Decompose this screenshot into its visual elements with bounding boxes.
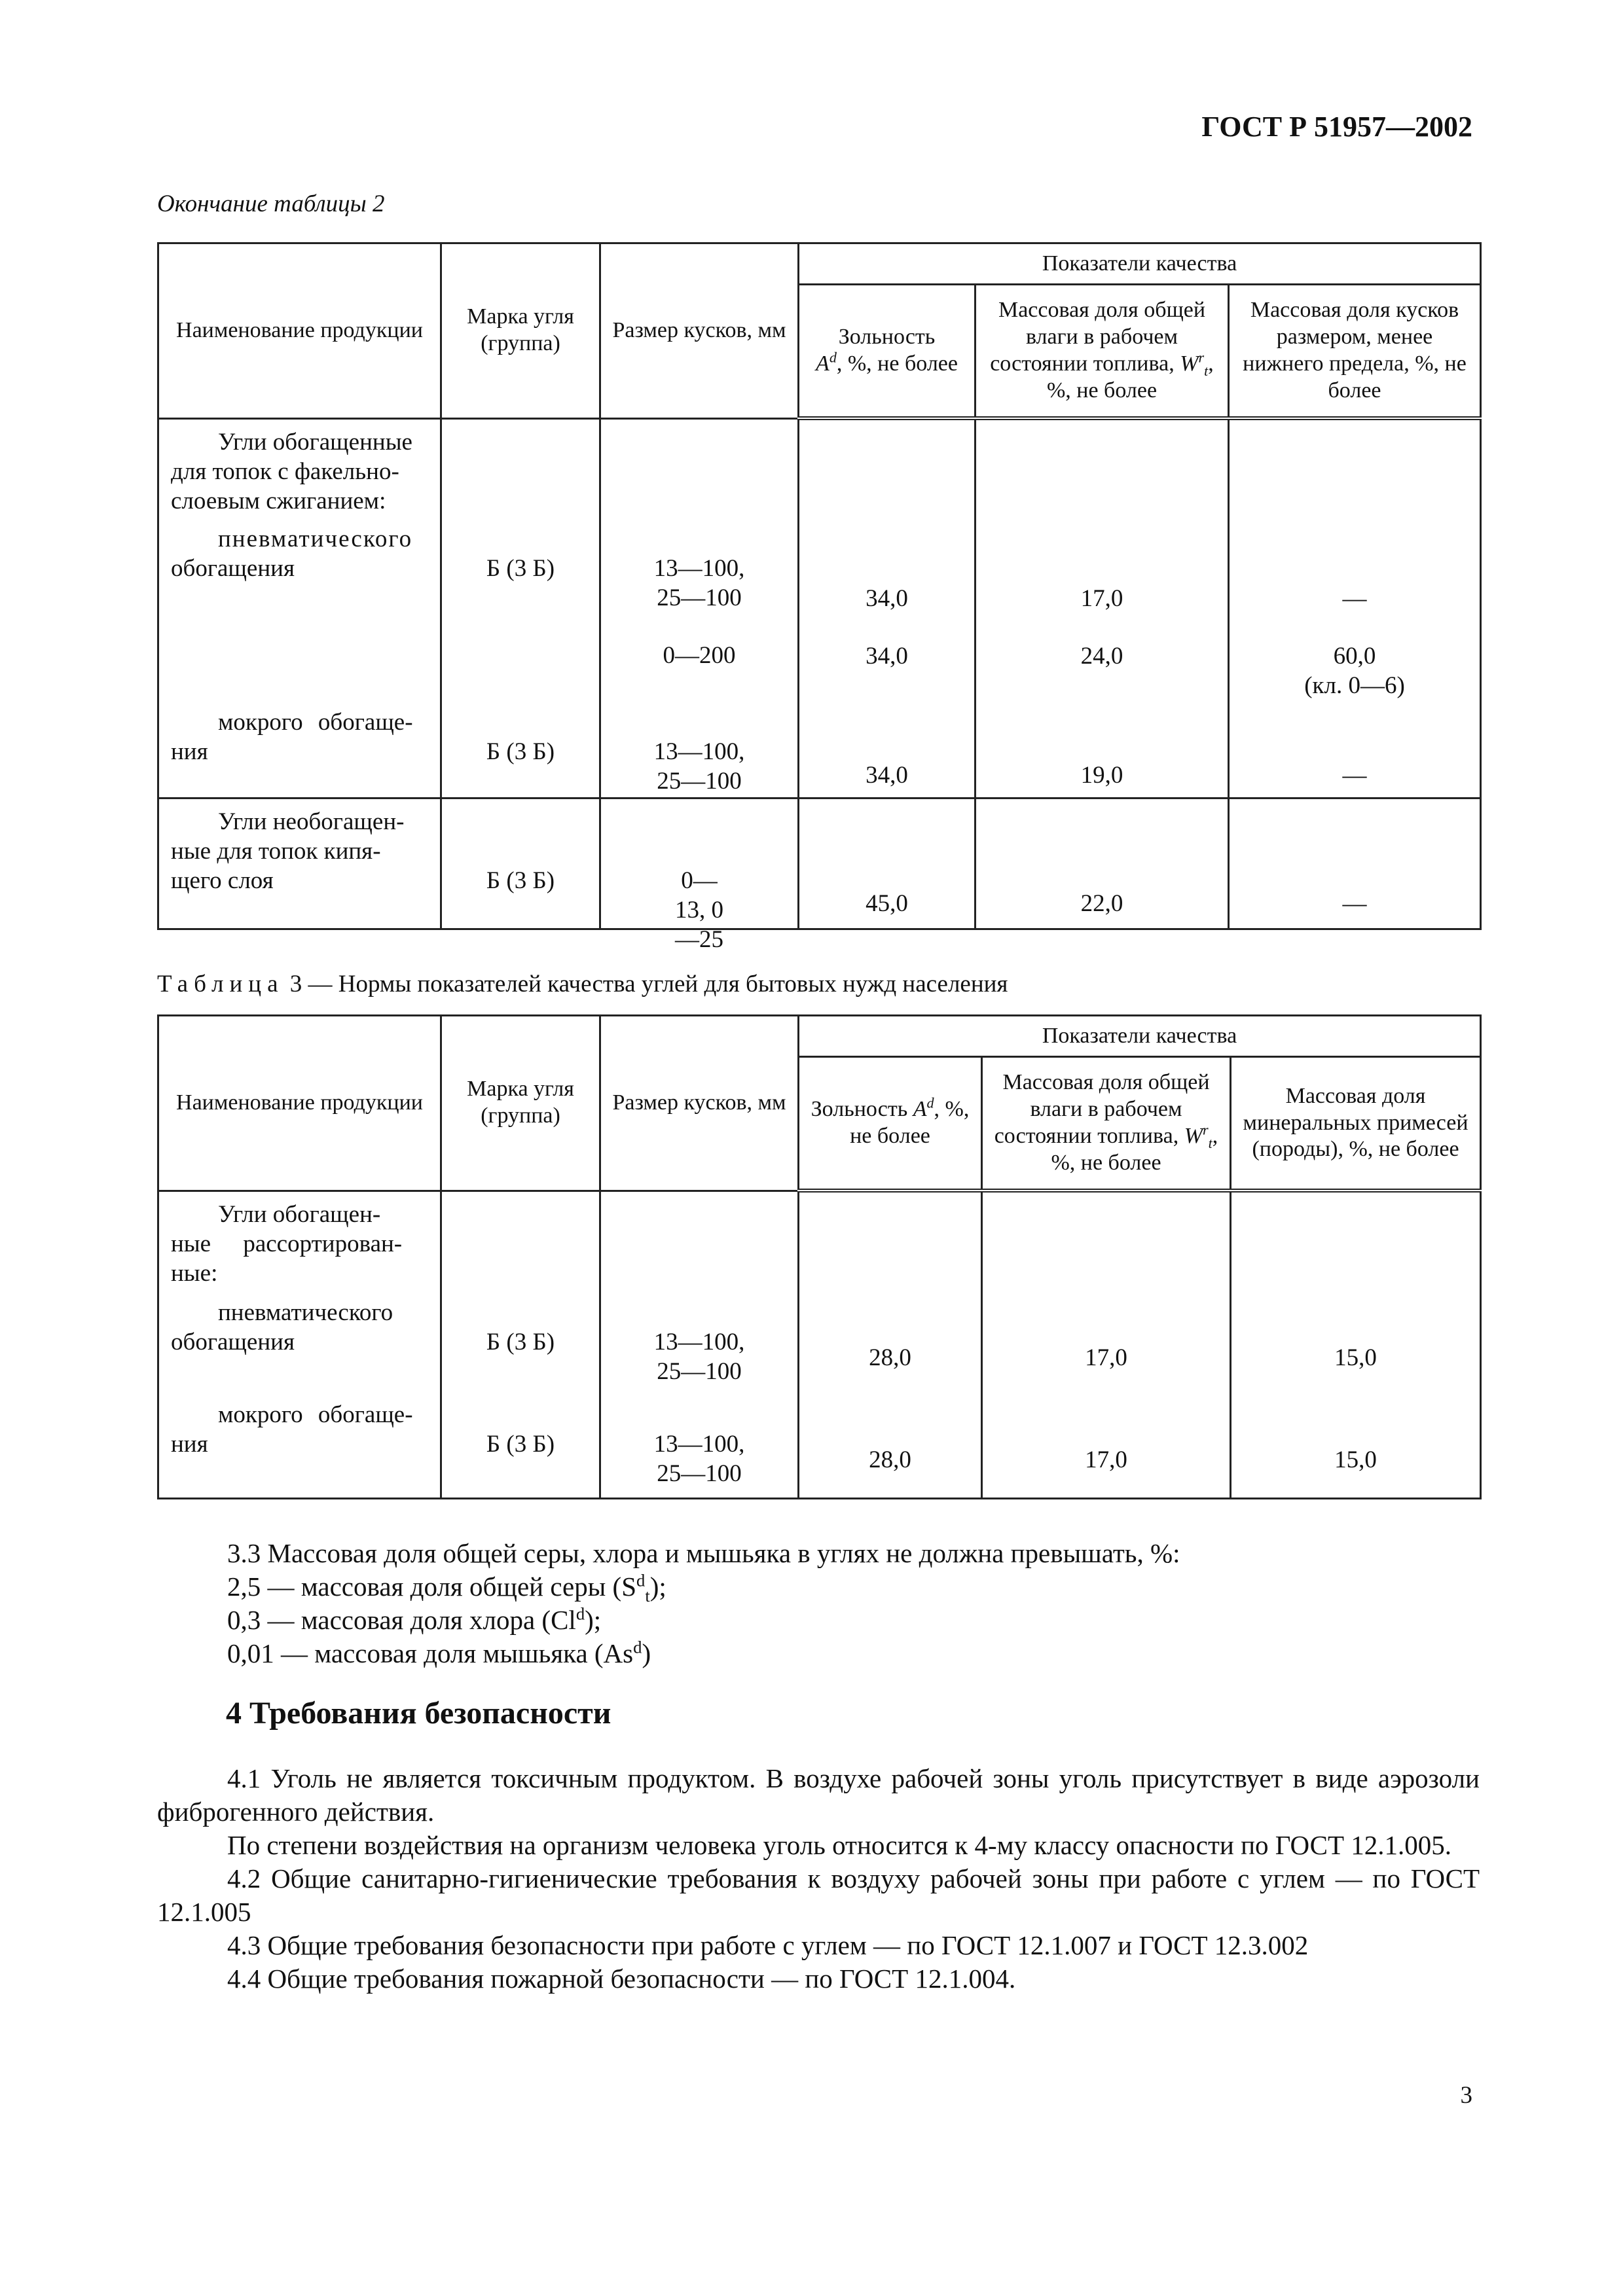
ash-value: 34,0 xyxy=(866,762,908,789)
clause-4-1b: По степени воздействия на организм человека уголь относится к 4-му классу опасности по ГОСТ 12.1.005. xyxy=(227,1830,1451,1860)
size-value: 13—100, 25—100 xyxy=(653,1430,745,1487)
clause-4-4: 4.4 Общие требования пожарной безопасности — по ГОСТ 12.1.004. xyxy=(227,1964,1016,1994)
moisture-value: 22,0 xyxy=(1080,889,1123,917)
col-size: Размер кусков, мм xyxy=(600,1016,799,1191)
fines-value: — xyxy=(1342,889,1367,917)
ash-value: 45,0 xyxy=(866,889,908,917)
ash-value: 34,0 xyxy=(866,643,908,670)
size-value: 0—200 xyxy=(663,641,736,669)
product-name: Угли необогащен- ные для топок кипя- щего слоя xyxy=(171,808,405,894)
sulfur-line: 2,5 — массовая доля общей серы $(S^d_t)$; xyxy=(227,1570,666,1606)
product-name: Угли обогащен- ные рассортирован- ные: xyxy=(171,1200,403,1287)
col-quality: Показатели качества xyxy=(799,1016,1481,1057)
grade-value: Б (3 Б) xyxy=(486,738,555,765)
page-number: 3 xyxy=(1460,2082,1472,2109)
table-row xyxy=(158,798,1481,929)
col-quality: Показатели качества xyxy=(799,243,1481,285)
col-size: Размер кусков, мм xyxy=(600,243,799,419)
col-fines: Массовая доля кусков размером, менее нижнего предела, %, не более xyxy=(1229,285,1481,419)
fines-value: — xyxy=(1342,762,1367,789)
clause-4-2: 4.2 Общие санитарно-гигиенические требования к воздуху рабочей зоны при работе с углем — по ГОСТ 12.1.005 xyxy=(157,1863,1480,1927)
grade-value: Б (3 Б) xyxy=(486,1328,555,1355)
document-id: ГОСТ Р 51957—2002 xyxy=(1201,111,1472,143)
clause-3-3: 3.3 Массовая доля общей серы, хлора и мышьяка в углях не должна превышать, %: 2,5 — массовая доля общей серы $(S^d_t)$; 0,3 — массовая доля хлора (Cl$^d$); 0,01 — массовая доля мышьяка (As$^d$) xyxy=(157,1537,1480,1670)
col-mineral: Массовая доля минеральных примесей (породы), %, не более xyxy=(1231,1057,1481,1191)
grade-value: Б (3 Б) xyxy=(486,867,555,894)
table2-continuation: Окончание таблицы 2 xyxy=(157,190,385,217)
clause-4-3: 4.3 Общие требования безопасности при работе с углем — по ГОСТ 12.1.007 и ГОСТ 12.3.002 xyxy=(227,1930,1309,1960)
moisture-value: 24,0 xyxy=(1080,643,1123,670)
section-heading: 4 Требования безопасности xyxy=(226,1696,611,1731)
product-subtype: мокрого обогаще- ния xyxy=(171,1401,413,1458)
fines-value: 60,0 xyxy=(1333,643,1376,670)
size-value: 13—100, 25—100 xyxy=(653,554,745,611)
fines-value: — xyxy=(1342,585,1367,612)
col-grade: Марка угля (группа) xyxy=(441,243,600,419)
size-value: 13—100, 25—100 xyxy=(653,738,745,795)
table-row xyxy=(158,418,1481,798)
ash-value: 28,0 xyxy=(869,1446,911,1473)
grade-value: Б (3 Б) xyxy=(486,554,555,582)
col-name: Наименование продукции xyxy=(158,243,441,419)
table-row xyxy=(158,1191,1481,1498)
ash-value: 34,0 xyxy=(866,585,908,612)
col-ash: Зольность $A^d$, %, не более xyxy=(799,1057,982,1191)
arsenic-line: 0,01 — массовая доля мышьяка (As$^d$) xyxy=(227,1637,651,1668)
product-subtype: пневматического обогащения xyxy=(171,1299,393,1355)
clause-4-1: 4.1 Уголь не является токсичным продуктом. В воздухе рабочей зоны уголь присутствует в виде аэрозоли фиброгенного действия. xyxy=(157,1763,1480,1827)
product-subtype: мокрого обогаще- ния xyxy=(171,708,413,765)
col-moisture: Массовая доля общей влаги в рабочем состоянии топлива, $W^r_t$, %, не более xyxy=(976,285,1229,419)
moisture-value: 17,0 xyxy=(1085,1446,1127,1473)
mineral-value: 15,0 xyxy=(1334,1344,1377,1371)
moisture-value: 17,0 xyxy=(1080,585,1123,612)
mineral-value: 15,0 xyxy=(1334,1446,1377,1473)
size-value: 0—13, 0—25 xyxy=(675,867,723,953)
section-4-text xyxy=(157,1762,1480,1996)
col-name: Наименование продукции xyxy=(158,1016,441,1191)
table-2 xyxy=(157,242,1482,953)
product-name: Угли обогащенные для топок с факельно- слоевым сжиганием: xyxy=(171,428,412,514)
ash-value: 28,0 xyxy=(869,1344,911,1371)
chlorine-line: 0,3 — массовая доля хлора (Cl$^d$); xyxy=(227,1604,602,1635)
grade-value: Б (3 Б) xyxy=(486,1430,555,1458)
moisture-value: 19,0 xyxy=(1080,762,1123,789)
table-3 xyxy=(157,1014,1482,1499)
moisture-value: 17,0 xyxy=(1085,1344,1127,1371)
size-value: 13—100, 25—100 xyxy=(653,1328,745,1385)
table3-caption: Таблица 3 — Нормы показателей качества углей для бытовых нужд населения xyxy=(157,971,1008,997)
col-moisture: Массовая доля общей влаги в рабочем состоянии топлива, $W^r_t$, %, не более xyxy=(982,1057,1231,1191)
fines-note: (кл. 0—6) xyxy=(1304,672,1405,699)
col-ash: Зольность $A^d$, %, не более xyxy=(799,285,976,419)
product-subtype: пневматического обогащения xyxy=(171,525,413,582)
col-grade: Марка угля (группа) xyxy=(441,1016,600,1191)
